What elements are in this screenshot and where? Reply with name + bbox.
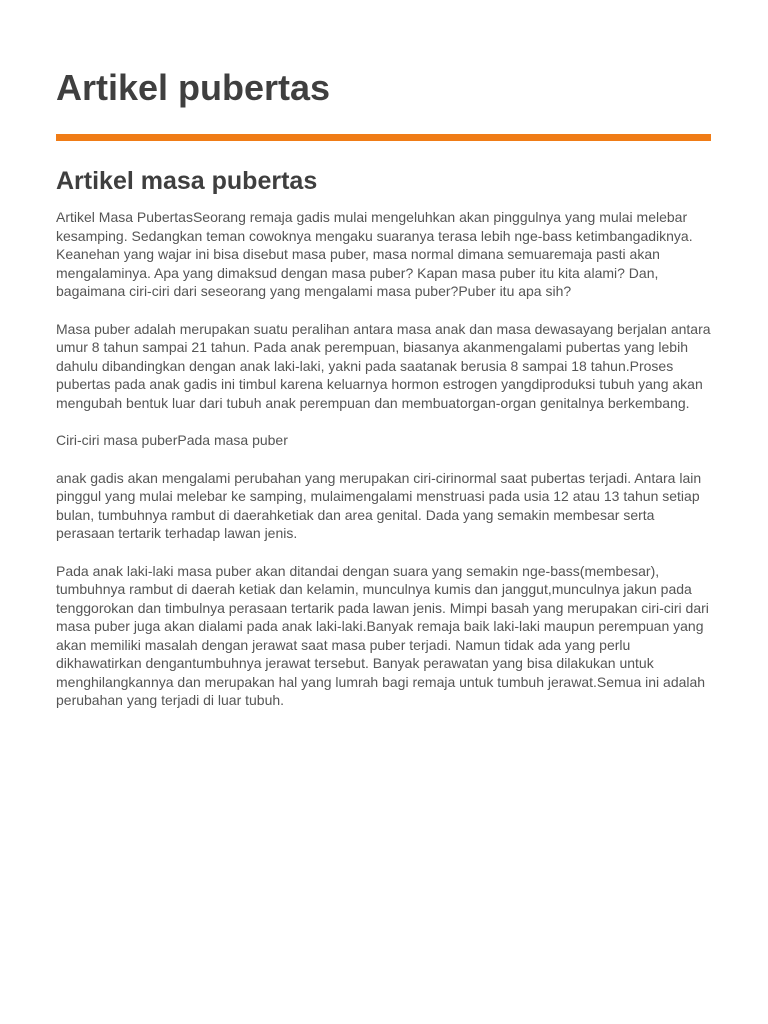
paragraph-girls-changes: anak gadis akan mengalami perubahan yang merupakan ciri-cirinormal saat pubertas terjadi. Antara lain pinggul yang mulai melebar ke samping, mulaimengalami menstruasi pada usia 12 atau 13 tahun setiap bulan, tumbuhnya rambut di daerahketiak dan area genital. Dada yang semakin membesar serta perasaan tertarik terhadap lawan jenis. — [56, 469, 702, 541]
paragraph-definition: Masa puber adalah merupakan suatu peralihan antara masa anak dan masa dewasayang berjalan antara umur 8 tahun sampai 21 tahun. Pada anak perempuan, biasanya akanmengalami pubertas yang lebih dahulu dibandingkan dengan anak laki-laki, yakni pada saatanak berusia 8 sampai 18 tahun.Proses pubertas pada anak gadis ini timbul karena keluarnya hormon estrogen yangdiproduksi tubuh yang akan mengubah bentuk luar dari tubuh anak perempuan dan membuatorgan-organ genitalnya berkembang. — [56, 320, 711, 411]
paragraph-intro: Artikel Masa PubertasSeorang remaja gadis mulai mengeluhkan akan pinggulnya yang mulai melebar kesamping. Sedangkan teman cowoknya mengaku suaranya terasa lebih nge-bass ketimbangadiknya. Keanehan yang wajar ini bisa disebut masa puber, masa normal dimana semuaremaja pasti akan mengalaminya. Apa yang dimaksud dengan masa puber? Kapan masa puber itu kita alami? Dan, bagaimana ciri-ciri dari seseorang yang mengalami masa puber?Puber itu apa sih? — [56, 209, 693, 299]
paragraph-boys-changes: Pada anak laki-laki masa puber akan ditandai dengan suara yang semakin nge-bass(membesar), tumbuhnya rambut di daerah ketiak dan kelamin, munculnya kumis dan janggut,munculnya jakun pada tenggorokan dan timbulnya perasaan tertarik pada lawan jenis. Mimpi basah yang merupakan ciri-ciri dari masa puber juga akan dialami pada anak laki-laki.Banyak remaja baik laki-laki maupun perempuan yang akan memiliki masalah dengan jerawat saat masa puber terjadi. Namun tidak ada yang perlu dikhawatirkan dengantumbuhnya jerawat tersebut. Banyak perawatan yang bisa dilakukan untuk menghilangkannya dan merupakan hal yang lumrah bagi remaja untuk tumbuh jerawat.Semua ini adalah perubahan yang terjadi di luar tubuh. — [56, 562, 709, 708]
paragraph-characteristics-lead: Ciri-ciri masa puberPada masa puber — [56, 432, 288, 448]
section-heading: Artikel masa pubertas — [56, 167, 318, 195]
document-title: Artikel pubertas — [56, 67, 331, 108]
article-body — [56, 208, 711, 729]
title-accent-rule — [56, 134, 711, 141]
